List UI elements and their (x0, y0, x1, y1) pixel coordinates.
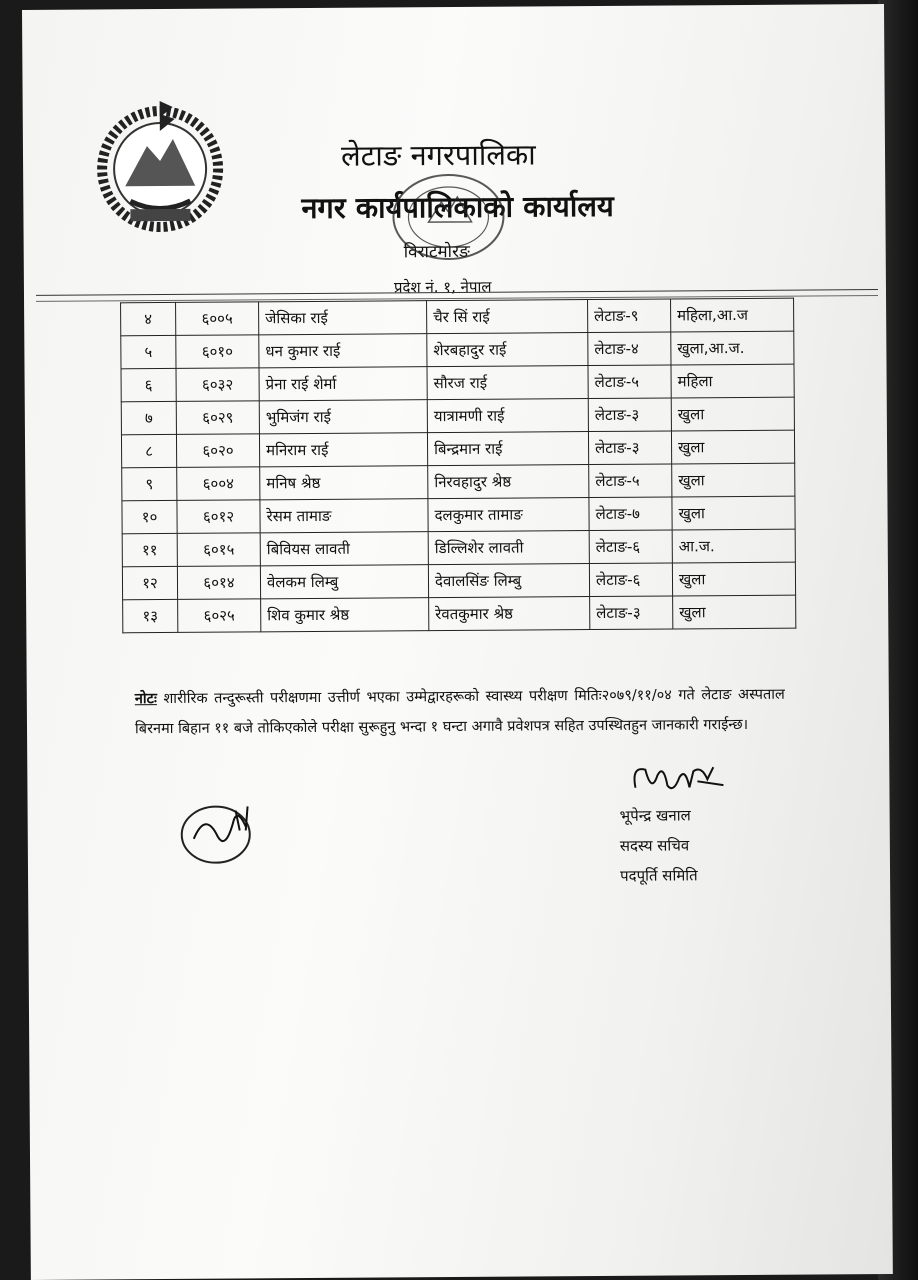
secretary-signature (627, 757, 727, 802)
roll-number-cell: ६०१० (176, 335, 259, 369)
category-cell: महिला (671, 364, 794, 398)
roll-number-cell: ६०२९ (176, 401, 259, 435)
father-name-cell: दलकुमार तामाङ (428, 498, 589, 532)
candidate-name-cell: मनिराम राई (259, 433, 427, 467)
roll-number-cell: ६०३२ (176, 368, 259, 402)
table-row (122, 529, 795, 567)
father-name-cell: डिल्लिशेर लावती (428, 531, 589, 565)
table-row (121, 397, 794, 435)
father-name-cell: निरवहादुर श्रेष्ठ (428, 465, 589, 499)
table-row (121, 364, 794, 402)
address-cell: लेटाङ-३ (588, 398, 671, 432)
candidate-name-cell: मनिष श्रेष्ठ (260, 466, 428, 500)
roll-number-cell: ६०१२ (177, 500, 260, 534)
father-name-cell: चैर सिं राई (427, 300, 588, 334)
office-title: नगर कार्यपालिकाको कार्यालय (301, 188, 614, 226)
roll-number-cell: ६०२० (176, 434, 259, 468)
candidate-name-cell: शिव कुमार श्रेष्ठ (261, 598, 429, 632)
category-cell: खुला (672, 463, 795, 497)
serial-number-cell: ९ (122, 467, 177, 500)
candidate-table (120, 298, 796, 634)
nepal-emblem-icon (85, 91, 236, 242)
candidate-name-cell: रेसम तामाङ (260, 499, 428, 533)
table-row (122, 562, 795, 600)
note-paragraph (135, 680, 785, 745)
serial-number-cell: ५ (121, 335, 176, 368)
father-name-cell: सौरज राई (427, 366, 588, 400)
note-text: शारीरिक तन्दुरूस्ती परीक्षणमा उत्तीर्ण भएका उम्मेद्वारहरूको स्वास्थ्य परीक्षण मितिः२०७९/११/०४ गते लेटाङ अस्पताल बिरनमा बिहान ११ बजे तोकिएकोले परीक्षा सुरूहुनु भन्दा १ घन्टा अगावै प्रवेशपत्र सहित उपस्थितहुन जानकारी गराईन्छ। (134, 686, 785, 738)
address-cell: लेटाङ-६ (589, 563, 672, 597)
father-name-cell: देवालसिंङ लिम्बु (428, 564, 589, 598)
category-cell: खुला (671, 397, 794, 431)
father-name-cell: रेवतकुमार श्रेष्ठ (429, 597, 590, 631)
roll-number-cell: ६०१४ (177, 566, 260, 600)
category-cell: आ.ज. (672, 529, 795, 563)
category-cell: खुला (672, 496, 795, 530)
serial-number-cell: ८ (121, 434, 176, 467)
category-cell: महिला,आ.ज (671, 298, 794, 332)
province-title: प्रदेश नं. १, नेपाल (393, 277, 492, 297)
roll-number-cell: ६००५ (176, 302, 259, 336)
serial-number-cell: १३ (123, 599, 178, 632)
candidate-name-cell: धन कुमार राई (259, 334, 427, 368)
address-cell: लेटाङ-६ (589, 530, 672, 564)
municipality-title: लेटाङ नगरपालिका (340, 137, 536, 173)
serial-number-cell: ४ (121, 302, 176, 335)
address-cell: लेटाङ-३ (588, 431, 671, 465)
serial-number-cell: ११ (122, 533, 177, 566)
father-name-cell: शेरबहादुर राई (427, 333, 588, 367)
candidate-name-cell: बिवियस लावती (260, 532, 428, 566)
candidate-name-cell: जेसिका राई (259, 301, 427, 335)
table-row (122, 496, 795, 534)
table-row (122, 463, 795, 501)
table-row (123, 595, 796, 633)
roll-number-cell: ६००४ (177, 467, 260, 501)
father-name-cell: बिन्द्रमान राई (427, 432, 588, 466)
table-row (121, 298, 794, 336)
father-name-cell: यात्रामणी राई (427, 399, 588, 433)
serial-number-cell: १० (122, 500, 177, 533)
signatory-name: भूपेन्द्र खनाल (619, 806, 691, 825)
note-label: नोटः (134, 691, 157, 708)
address-cell: लेटाङ-७ (589, 497, 672, 531)
serial-number-cell: १२ (122, 566, 177, 599)
office-seal-stamp (383, 167, 514, 268)
category-cell: खुला (673, 595, 796, 629)
address-cell: लेटाङ-५ (589, 464, 672, 498)
address-cell: लेटाङ-९ (588, 299, 671, 333)
serial-number-cell: ७ (121, 401, 176, 434)
signatory-committee: पदपूर्ति समिति (619, 866, 698, 885)
committee-seal-signature (175, 790, 272, 867)
category-cell: खुला (671, 430, 794, 464)
address-cell: लेटाङ-३ (590, 596, 673, 630)
address-cell: लेटाङ-५ (588, 365, 671, 399)
candidate-name-cell: वेलकम लिम्बु (260, 565, 428, 599)
candidate-name-cell: प्रेना राई शेर्मा (259, 367, 427, 401)
roll-number-cell: ६०२५ (178, 599, 261, 633)
address-cell: लेटाङ-४ (588, 332, 671, 366)
table-row (121, 430, 794, 468)
serial-number-cell: ६ (121, 368, 176, 401)
category-cell: खुला (672, 562, 795, 596)
candidate-name-cell: भुमिजंग राई (259, 400, 427, 434)
document-page (22, 4, 893, 1280)
category-cell: खुला,आ.ज. (671, 331, 794, 365)
signatory-position: सदस्य सचिव (619, 836, 690, 855)
location-title: विराटमोरङ (403, 241, 470, 263)
roll-number-cell: ६०१५ (177, 533, 260, 567)
table-row (121, 331, 794, 369)
